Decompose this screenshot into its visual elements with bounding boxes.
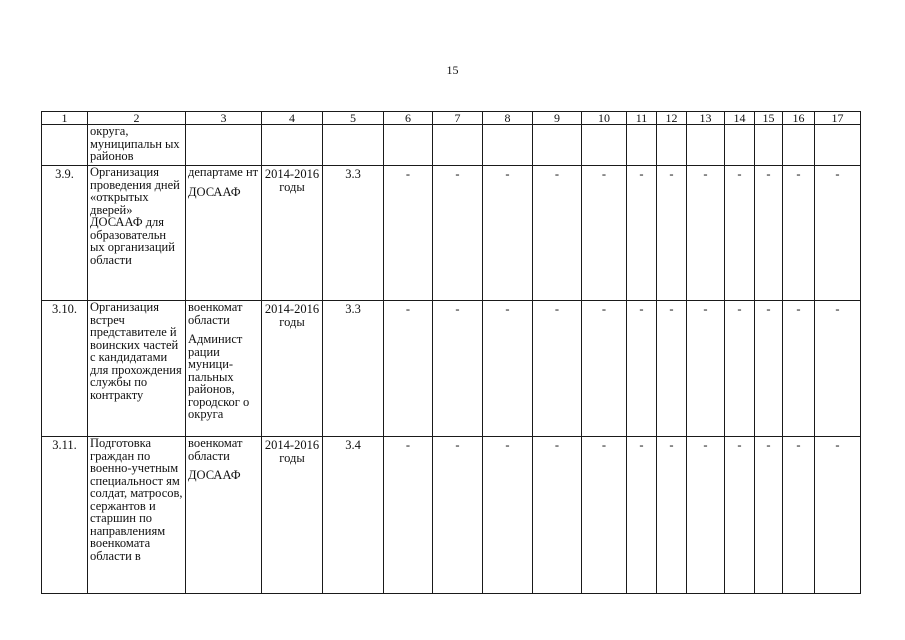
value-cell: - bbox=[533, 437, 582, 594]
period-cell bbox=[262, 125, 323, 166]
column-header: 8 bbox=[483, 112, 533, 125]
header-row bbox=[42, 112, 861, 125]
executor-name: Админист рации муници-пальных районов, городског о округа bbox=[188, 332, 250, 421]
column-header: 12 bbox=[657, 112, 687, 125]
reference-cell: 3.3 bbox=[323, 301, 384, 437]
executor-cell bbox=[186, 301, 262, 437]
column-header: 10 bbox=[582, 112, 627, 125]
value-cell: - bbox=[582, 166, 627, 301]
value-cell: - bbox=[627, 301, 657, 437]
column-header: 7 bbox=[433, 112, 483, 125]
executor-cell bbox=[186, 125, 262, 166]
value-cell: - bbox=[384, 437, 433, 594]
value-cell: - bbox=[783, 166, 815, 301]
value-cell: - bbox=[755, 437, 783, 594]
value-cell: - bbox=[725, 437, 755, 594]
column-header: 3 bbox=[186, 112, 262, 125]
column-header: 17 bbox=[815, 112, 861, 125]
value-cell: - bbox=[483, 166, 533, 301]
value-cell: - bbox=[483, 301, 533, 437]
column-header: 14 bbox=[725, 112, 755, 125]
value-cell: - bbox=[533, 166, 582, 301]
value-cell bbox=[384, 125, 433, 166]
value-cell: - bbox=[483, 437, 533, 594]
value-cell bbox=[755, 125, 783, 166]
executor-cell bbox=[186, 166, 262, 301]
column-header: 1 bbox=[42, 112, 88, 125]
column-header: 2 bbox=[88, 112, 186, 125]
value-cell bbox=[657, 125, 687, 166]
executor-name: военкомат области bbox=[188, 300, 243, 327]
value-cell: - bbox=[687, 437, 725, 594]
column-header: 13 bbox=[687, 112, 725, 125]
value-cell: - bbox=[657, 437, 687, 594]
program-table bbox=[41, 111, 861, 594]
executor-name: ДОСААФ bbox=[188, 184, 241, 199]
value-cell: - bbox=[783, 437, 815, 594]
value-cell: - bbox=[384, 301, 433, 437]
executor-name: ДОСААФ bbox=[188, 468, 241, 482]
value-cell: - bbox=[815, 166, 861, 301]
value-cell: - bbox=[725, 166, 755, 301]
value-cell: - bbox=[657, 301, 687, 437]
column-header: 16 bbox=[783, 112, 815, 125]
value-cell: - bbox=[433, 166, 483, 301]
value-cell bbox=[533, 125, 582, 166]
value-cell: - bbox=[533, 301, 582, 437]
page-number: 15 bbox=[446, 63, 459, 77]
period-cell: 2014-2016 годы bbox=[262, 437, 323, 594]
value-cell: - bbox=[384, 166, 433, 301]
column-header: 9 bbox=[533, 112, 582, 125]
period-cell: 2014-2016 годы bbox=[262, 301, 323, 437]
value-cell: - bbox=[582, 437, 627, 594]
value-cell bbox=[433, 125, 483, 166]
value-cell: - bbox=[755, 166, 783, 301]
measure-name: Организация проведения дней «открытых дверей» ДОСААФ для образовательн ых организаций области bbox=[88, 166, 186, 301]
column-header: 15 bbox=[755, 112, 783, 125]
value-cell: - bbox=[783, 301, 815, 437]
value-cell: - bbox=[433, 301, 483, 437]
item-number: 3.9. bbox=[42, 166, 88, 301]
column-header: 11 bbox=[627, 112, 657, 125]
value-cell bbox=[627, 125, 657, 166]
executor-name: департаме нт bbox=[188, 165, 259, 179]
value-cell bbox=[815, 125, 861, 166]
value-cell: - bbox=[657, 166, 687, 301]
value-cell: - bbox=[755, 301, 783, 437]
value-cell: - bbox=[627, 166, 657, 301]
value-cell bbox=[687, 125, 725, 166]
measure-name: Организация встреч представителе й воинских частей с кандидатами для прохождения службы по контракту bbox=[88, 301, 186, 437]
period-cell: 2014-2016 годы bbox=[262, 166, 323, 301]
table-row bbox=[42, 301, 861, 437]
reference-cell: 3.3 bbox=[323, 166, 384, 301]
value-cell: - bbox=[725, 301, 755, 437]
measure-name: округа, муниципальн ых районов bbox=[88, 125, 186, 166]
value-cell: - bbox=[627, 437, 657, 594]
value-cell bbox=[725, 125, 755, 166]
item-number: 3.10. bbox=[42, 301, 88, 437]
column-header: 6 bbox=[384, 112, 433, 125]
executor-name: военкомат области bbox=[188, 436, 243, 463]
value-cell: - bbox=[815, 437, 861, 594]
item-number bbox=[42, 125, 88, 166]
column-header: 5 bbox=[323, 112, 384, 125]
table-row bbox=[42, 125, 861, 166]
value-cell: - bbox=[687, 166, 725, 301]
value-cell: - bbox=[433, 437, 483, 594]
measure-name: Подготовка граждан по военно-учетным специальност ям солдат, матросов, сержантов и старшин по направлениям военкомата области в bbox=[88, 437, 186, 594]
value-cell: - bbox=[687, 301, 725, 437]
value-cell: - bbox=[582, 301, 627, 437]
table-row bbox=[42, 166, 861, 301]
value-cell bbox=[582, 125, 627, 166]
reference-cell: 3.4 bbox=[323, 437, 384, 594]
column-header: 4 bbox=[262, 112, 323, 125]
value-cell bbox=[483, 125, 533, 166]
value-cell bbox=[783, 125, 815, 166]
item-number: 3.11. bbox=[42, 437, 88, 594]
table-row bbox=[42, 437, 861, 594]
value-cell: - bbox=[815, 301, 861, 437]
reference-cell bbox=[323, 125, 384, 166]
executor-cell bbox=[186, 437, 262, 594]
